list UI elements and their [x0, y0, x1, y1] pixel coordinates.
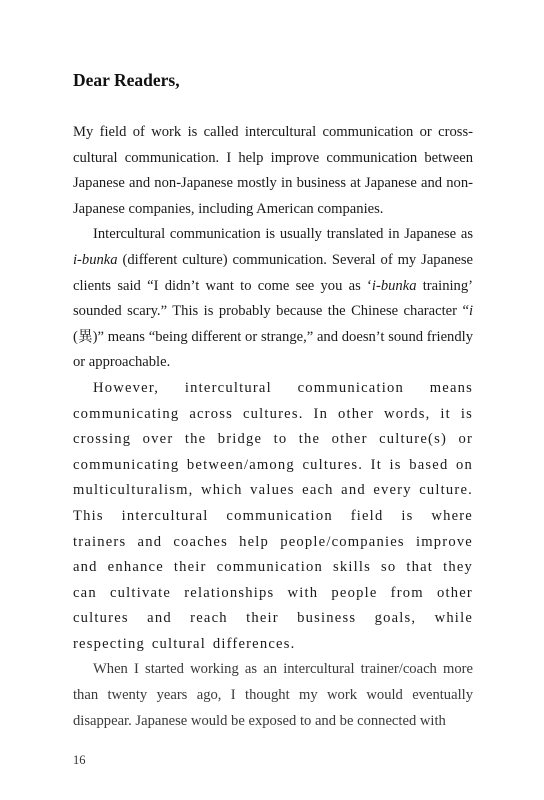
paragraph-1	[73, 120, 473, 222]
text-run: However, intercultural communication means communicating across cultures. In other words, it is crossing over the bridge to the other culture(s) or communicating between/among cultures. It is based on multiculturalism, which values each and every culture. This intercultural communication field is where trainers and coaches help people/companies improve and enhance their communication skills so that they can cultivate relationships with people from other cultures and reach their business goals, while respecting cultural differences.	[73, 379, 473, 652]
text-run: Intercultural communication is usually translated in Japanese as	[93, 226, 473, 243]
italic-term: i	[468, 303, 473, 320]
paragraph-3	[73, 376, 473, 658]
text-run: (different culture) communication. Several of my Japanese clients said “I didn’t want to come see you as ‘	[73, 251, 473, 294]
italic-term: i-bunka	[73, 251, 118, 268]
paragraph-2	[73, 222, 473, 376]
page-number: 16	[73, 753, 86, 767]
text-run: training’ sounded scary.” This is probably because the Chinese character “	[73, 277, 474, 320]
text-run: My field of work is called intercultural communication or cross-cultural communication. I help improve communication between Japanese and non-Japanese mostly in business at Japanese and non-Japanese companies, including American companies.	[73, 124, 473, 217]
letter-salutation-heading: Dear Readers,	[73, 70, 180, 90]
text-run: When I started working as an intercultural trainer/coach more than twenty years ago, I thought my work would eventually disappear. Japanese would be exposed to and be connected with	[73, 661, 473, 729]
body-text	[73, 120, 473, 734]
text-run: (異)” means “being different or strange,” and doesn’t sound friendly or approachable.	[73, 328, 473, 371]
paragraph-4	[73, 657, 473, 734]
italic-term: i-bunka	[371, 277, 417, 294]
